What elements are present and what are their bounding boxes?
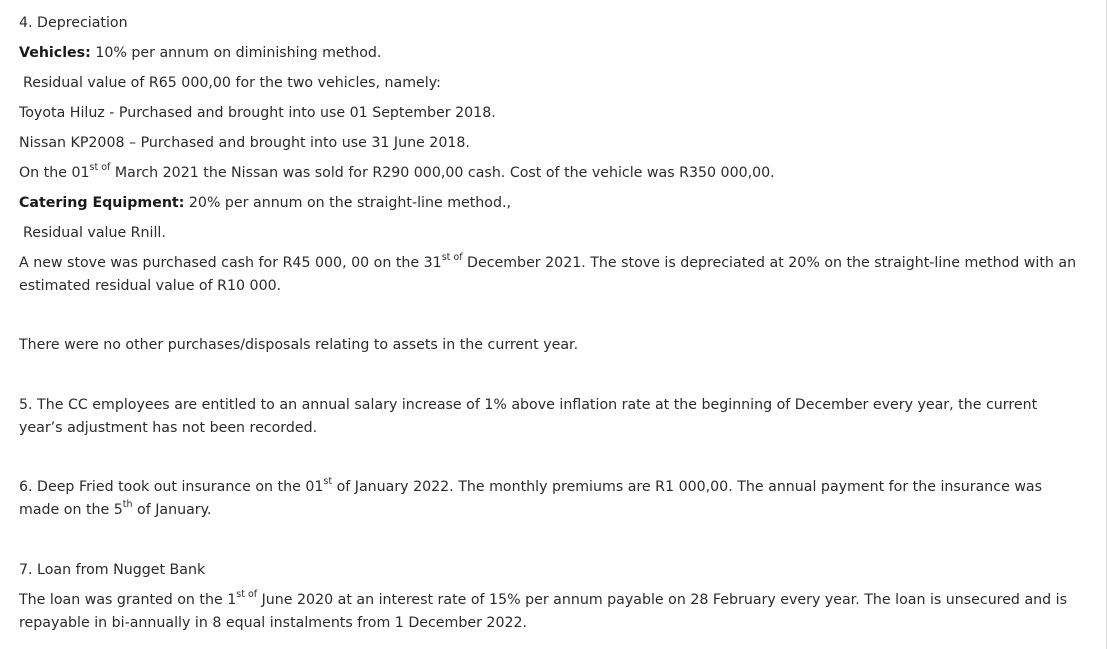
depreciation-heading: 4. Depreciation (19, 15, 128, 31)
stove-before: A new stove was purchased cash for R45 000, 00 on the 31 (19, 255, 442, 271)
insurance-sup-2: th (122, 499, 133, 511)
nissan-sale-before: On the 01 (19, 165, 90, 181)
insurance-middle: of January 2022. The monthly premiums are R1 000,00. The annual payment for the insurance was made on the 5 (19, 479, 1043, 518)
nissan-sale-line (19, 163, 775, 183)
salary-paragraph: 5. The CC employees are entitled to an annual salary increase of 1% above inflation rate at the beginning of December every year, the current year’s adjustment has not been recorded. (19, 397, 1038, 436)
nissan-line: Nissan KP2008 – Purchased and brought into use 31 June 2018. (19, 135, 470, 151)
loan-after: June 2020 at an interest rate of 15% per annum payable on 28 February every year. The loan is unsecured and is repayable in bi-annually in 8 equal instalments from 1 December 2022. (19, 592, 1067, 631)
stove-after: December 2021. The stove is depreciated at 20% on the straight-line method with an estimated residual value of R10 000. (19, 255, 1077, 294)
catering-text: 20% per annum on the straight-line method., (184, 195, 512, 211)
stove-sup: st of (441, 252, 463, 264)
nissan-sale-after: March 2021 the Nissan was sold for R290 000,00 cash. Cost of the vehicle was R350 000,00. (110, 165, 775, 181)
loan-sup: st of (236, 589, 258, 601)
vehicles-label: Vehicles: (19, 45, 91, 61)
vehicles-line (19, 43, 381, 63)
vehicles-text: 10% per annum on diminishing method. (90, 45, 382, 61)
residual-catering-line: Residual value Rnill. (23, 225, 166, 241)
loan-before: The loan was granted on the 1 (19, 592, 237, 608)
nissan-sale-sup: st of (89, 162, 111, 174)
loan-paragraph (19, 589, 1081, 635)
toyota-line: Toyota Hiluz - Purchased and brought into use 01 September 2018. (19, 105, 496, 121)
insurance-sup-1: st (323, 476, 333, 488)
residual-vehicles-line: Residual value of R65 000,00 for the two vehicles, namely: (23, 75, 441, 91)
stove-paragraph (19, 252, 1081, 298)
no-other-line: There were no other purchases/disposals relating to assets in the current year. (19, 337, 579, 353)
insurance-before: 6. Deep Fried took out insurance on the 01 (19, 479, 324, 495)
loan-heading: 7. Loan from Nugget Bank (19, 562, 206, 578)
insurance-after: of January. (132, 502, 212, 518)
catering-label: Catering Equipment: (19, 195, 185, 211)
catering-line (19, 193, 511, 213)
insurance-paragraph (19, 476, 1081, 522)
